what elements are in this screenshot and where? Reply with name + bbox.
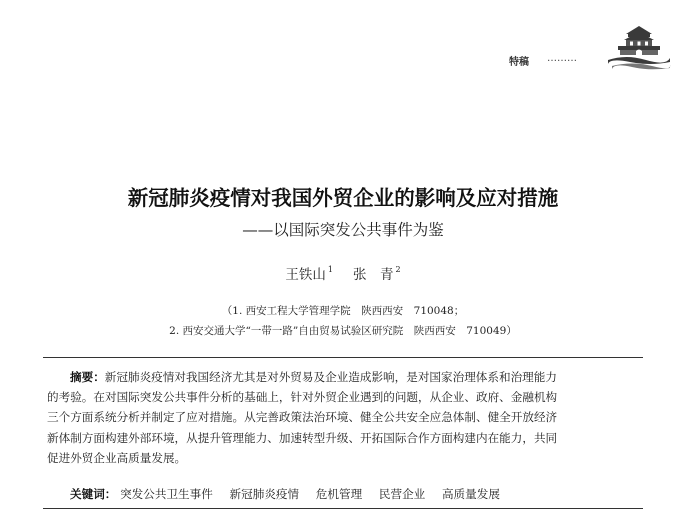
author-name: 张 青 [353, 267, 394, 283]
abstract-line: 促进外贸企业高质量发展。 [47, 450, 187, 465]
keyword: 突发公共卫生事件 [120, 487, 213, 501]
journal-logo-icon [606, 20, 672, 72]
keyword: 高质量发展 [441, 487, 500, 501]
author-affiliation-mark: 2 [395, 265, 401, 274]
abstract-line: 摘要：新冠肺炎疫情对我国经济尤其是对外贸易及企业造成影响，是对国家治理体系和治理能力 [70, 370, 557, 384]
page-header [0, 52, 686, 72]
author-name: 王铁山 [285, 267, 326, 283]
affiliation-line: （1. 西安工程大学管理学院 陕西西安 710048； [221, 305, 465, 317]
abstract-line: 三个方面系统分析并制定了应对措施。从完善政策法治环境、健全公共安全应急体制、健全开放经济 [47, 410, 558, 425]
paper-title: 新冠肺炎疫情对我国外贸企业的影响及应对措施 [127, 186, 559, 210]
abstract-line: 新体制方面构建外部环境，从提升管理能力、加速转型升级、开拓国际合作方面构建内在能力，共同 [47, 430, 558, 445]
paper-subtitle: ——以国际突发公共事件为鉴 [242, 221, 444, 239]
keyword: 新冠肺炎疫情 [229, 487, 300, 501]
keywords-label: 关键词： [70, 487, 117, 501]
abstract-label: 摘要： [70, 370, 105, 384]
author-affiliation-mark: 1 [327, 265, 333, 274]
divider [43, 357, 643, 358]
divider [43, 508, 643, 509]
author-list [0, 263, 686, 283]
keywords [70, 486, 630, 502]
keyword: 民营企业 [378, 487, 426, 501]
keyword: 危机管理 [315, 487, 363, 501]
section-label: 特稿 [509, 57, 529, 68]
affiliation-line: 2. 西安交通大学“一带一路”自由贸易试验区研究院 陕西西安 710049） [169, 325, 517, 337]
abstract-line: 的考验。在对国际突发公共事件分析的基础上，针对外贸企业遇到的问题，从企业、政府、金融机构 [47, 390, 558, 405]
abstract [47, 367, 639, 468]
section-dots: ……… [547, 53, 577, 64]
